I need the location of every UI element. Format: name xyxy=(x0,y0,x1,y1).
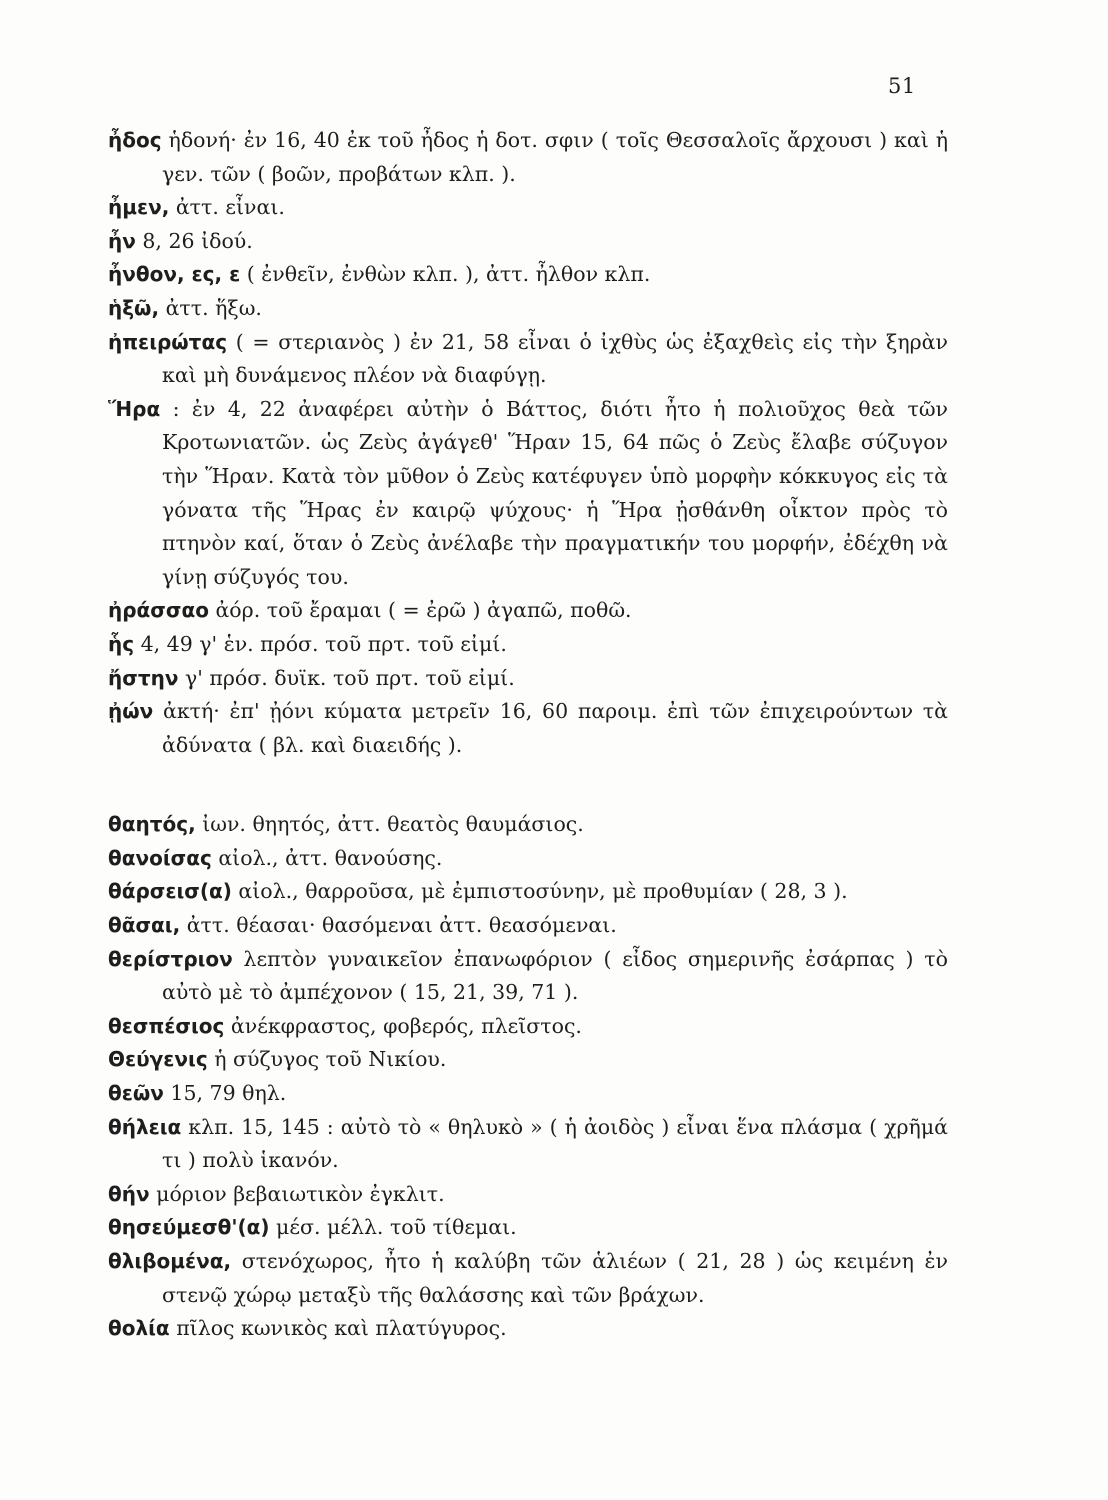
entry-headword: ἦν xyxy=(108,228,136,253)
page-number: 51 xyxy=(888,74,916,98)
entry-definition: αἰολ., ἀττ. θανούσης. xyxy=(211,845,443,870)
glossary-entry xyxy=(108,875,948,909)
glossary-entry xyxy=(108,909,948,943)
entry-definition: γ' πρόσ. δυϊκ. τοῦ πρτ. τοῦ εἰμί. xyxy=(178,665,515,690)
entry-headword: Θεύγενις xyxy=(108,1047,208,1072)
entry-headword: ἠράσσαο xyxy=(108,598,209,623)
entry-definition: : ἐν 4, 22 ἀναφέρει αὐτὴν ὁ Βάττος, διότι ἦτο ἡ πολιοῦχος θεὰ τῶν Κροτωνιατῶν. ὡς Ζεὺς ἀγάγεθ' Ἥραν 15, 64 πῶς ὁ Ζεὺς ἔλαβε σύζυγον τὴν Ἥραν. Κατὰ τὸν μῦθον ὁ Ζεὺς κατέφυγεν ὑπὸ μορφὴν κόκκυγος εἰς τὰ γόνατα τῆς Ἥρας ἐν καιρῷ ψύχους· ἡ Ἥρα ᾐσθάνθη οἶκτον πρὸς τὸ πτηνὸν καί, ὅταν ὁ Ζεὺς ἀνέλαβε τὴν πραγματικήν του μορφήν, ἐδέχθη νὰ γίνῃ σύζυγός του. xyxy=(160,396,948,589)
entry-definition: 8, 26 ἰδού. xyxy=(135,228,253,253)
entry-headword: θερίστριον xyxy=(108,946,233,971)
glossary-section-theta xyxy=(108,808,948,1346)
glossary-entry xyxy=(108,1111,948,1178)
entry-headword: ἦμεν, xyxy=(108,195,170,220)
entry-headword: ἦνθον, ες, ε xyxy=(108,262,241,287)
section-gap xyxy=(108,762,948,808)
entry-headword: Ἥρα xyxy=(108,396,161,421)
entry-headword: ἦδος xyxy=(108,128,162,152)
glossary-entry xyxy=(108,1010,948,1044)
entry-headword: θήλεια xyxy=(108,1114,182,1139)
entry-definition: μέσ. μέλλ. τοῦ τίθεμαι. xyxy=(269,1215,517,1240)
entry-definition: αἰολ., θαρροῦσα, μὲ ἐμπιστοσύνην, μὲ προθυμίαν ( 28, 3 ). xyxy=(231,879,848,904)
glossary-entry xyxy=(108,292,948,326)
glossary-entry xyxy=(108,943,948,1010)
entry-definition: 15, 79 θηλ. xyxy=(163,1081,287,1106)
entry-definition: μόριον βεβαιωτικὸν ἐγκλιτ. xyxy=(149,1181,445,1206)
entry-headword: θεσπέσιος xyxy=(108,1013,225,1038)
entry-definition: ἀττ. ἥξω. xyxy=(159,295,262,320)
entry-headword: ᾐών xyxy=(108,699,154,724)
glossary-entry xyxy=(108,1077,948,1111)
glossary-entry xyxy=(108,225,948,259)
entry-headword: ἡξῶ, xyxy=(108,295,160,320)
glossary-entry xyxy=(108,191,948,225)
glossary-entry xyxy=(108,124,948,191)
entry-definition: ἀττ. εἶναι. xyxy=(169,195,285,220)
glossary-entry xyxy=(108,1312,948,1346)
entry-definition: στενόχωρος, ἦτο ἡ καλύβη τῶν ἁλιέων ( 21, 28 ) ὡς κειμένη ἐν στενῷ χώρῳ μεταξὺ τῆς θαλάσσης καὶ τῶν βράχων. xyxy=(162,1249,948,1307)
entry-definition: ἀττ. θέασαι· θασόμεναι ἀττ. θεασόμεναι. xyxy=(180,913,617,938)
entry-definition: λεπτὸν γυναικεῖον ἐπανωφόριον ( εἶδος σημερινῆς ἐσάρπας ) τὸ αὐτὸ μὲ τὸ ἀμπέχονον ( 15, 21, 39, 71 ). xyxy=(162,946,948,1005)
entry-definition: κλπ. 15, 145 : αὐτὸ τὸ « θηλυκὸ » ( ἡ ἀοιδὸς ) εἶναι ἕνα πλάσμα ( χρῆμά τι ) πολὺ ἱκανόν. xyxy=(162,1114,948,1173)
entry-definition: ἡ σύζυγος τοῦ Νικίου. xyxy=(207,1047,447,1072)
entry-headword: θησεύμεσθ'(α) xyxy=(108,1215,270,1240)
entry-definition: ἰων. θηητός, ἀττ. θεατὸς θαυμάσιος. xyxy=(195,812,584,837)
glossary-entry xyxy=(108,842,948,876)
entry-headword: θᾶσαι, xyxy=(108,913,181,938)
entry-headword: θολία xyxy=(108,1316,170,1341)
entry-headword: θεῶν xyxy=(108,1081,164,1106)
glossary-entry xyxy=(108,808,948,842)
entry-definition: ἀόρ. τοῦ ἔραμαι ( = ἐρῶ ) ἀγαπῶ, ποθῶ. xyxy=(208,598,632,623)
entry-headword: ἧς xyxy=(108,631,135,656)
entry-definition: ἡδονή· ἐν 16, 40 ἐκ τοῦ ἦδος ἡ δοτ. σφιν ( τοῖς Θεσσαλοῖς ἄρχουσι ) καὶ ἡ γεν. τῶν ( βοῶν, προβάτων κλπ. ). xyxy=(161,128,948,186)
entry-definition: ἀνέκφραστος, φοβερός, πλεῖστος. xyxy=(224,1013,582,1038)
entry-definition: ἀκτή· ἐπ' ᾐόνι κύματα μετρεῖν 16, 60 παροιμ. ἐπὶ τῶν ἐπιχειρούντων τὰ ἀδύνατα ( βλ. καὶ διαειδής ). xyxy=(153,699,948,757)
glossary-entry xyxy=(108,695,948,762)
entry-headword: θλιβομένα, xyxy=(108,1249,232,1273)
glossary-entry xyxy=(108,1043,948,1077)
glossary-entry xyxy=(108,1178,948,1212)
entry-definition: ( = στεριανὸς ) ἐν 21, 58 εἶναι ὁ ἰχθὺς ὡς ἐξαχθεὶς εἰς τὴν ξηρὰν καὶ μὴ δυνάμενος πλέον νὰ διαφύγῃ. xyxy=(162,329,948,388)
glossary-section-eta xyxy=(108,124,948,762)
entry-headword: ἤστην xyxy=(108,665,179,690)
glossary-entries xyxy=(108,124,948,1346)
glossary-entry xyxy=(108,326,948,393)
entry-definition: 4, 49 γ' ἑν. πρόσ. τοῦ πρτ. τοῦ εἰμί. xyxy=(134,631,507,656)
glossary-entry xyxy=(108,1245,948,1312)
entry-definition: ( ἐνθεῖν, ἐνθὼν κλπ. ), ἀττ. ἦλθον κλπ. xyxy=(240,262,651,287)
entry-definition: πῖλος κωνικὸς καὶ πλατύγυρος. xyxy=(169,1316,507,1341)
glossary-entry xyxy=(108,662,948,696)
glossary-entry xyxy=(108,258,948,292)
entry-headword: ἠπειρώτας xyxy=(108,329,228,354)
entry-headword: θανοίσας xyxy=(108,845,212,870)
entry-headword: θάρσεισ(α) xyxy=(108,879,232,904)
entry-headword: θαητός, xyxy=(108,812,196,837)
glossary-entry xyxy=(108,628,948,662)
entry-headword: θήν xyxy=(108,1181,150,1206)
glossary-entry xyxy=(108,594,948,628)
glossary-entry xyxy=(108,393,948,595)
glossary-entry xyxy=(108,1211,948,1245)
